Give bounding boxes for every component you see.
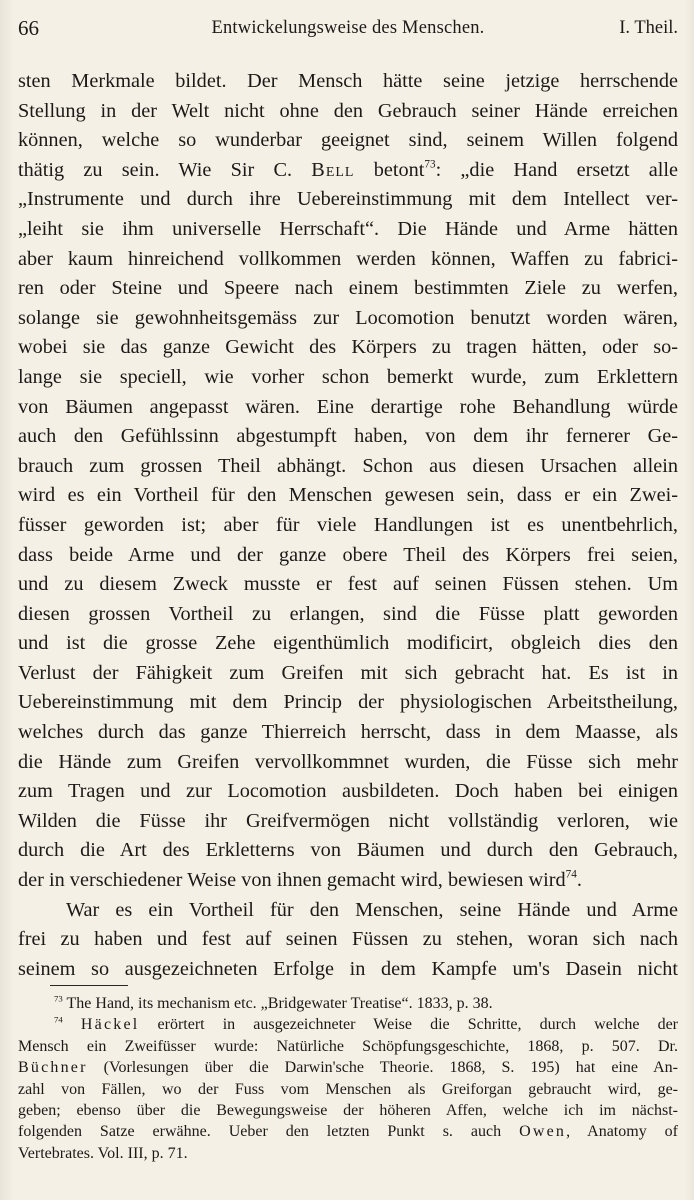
footnote-74 xyxy=(18,1014,678,1035)
author-name-bell: Bell xyxy=(311,158,355,181)
footnote-73 xyxy=(18,993,678,1014)
text-line: die Hände zum Greifen vervollkommnet wurden, die Füsse sich mehr xyxy=(18,750,678,773)
text-line: zum Tragen und zur Locomotion ausbildeten. Doch haben bei einigen xyxy=(18,780,678,803)
text-line: wobei sie das ganze Gewicht des Körpers zu tragen hätten, oder so- xyxy=(18,336,678,359)
text-line: Uebereinstimmung mit dem Princip der physiologischen Arbeitstheilung, xyxy=(18,691,678,714)
text-line: ren oder Steine und Speere nach einem bestimmten Ziele zu werfen, xyxy=(18,277,678,300)
footnote-text: The Hand, its mechanism etc. „Bridgewater Treatise“. 1833, p. 38. xyxy=(66,995,493,1012)
text-line: füsser geworden ist; aber für viele Handlungen ist es unentbehrlich, xyxy=(18,513,678,536)
running-head xyxy=(18,16,678,44)
author-name-buechner: Büchner xyxy=(18,1059,88,1077)
text-line: welches durch das ganze Thierreich herrscht, dass in dem Maasse, als xyxy=(18,721,678,744)
text-line: sten Merkmale bildet. Der Mensch hätte seine jetzige herrschende xyxy=(18,70,678,92)
section-label: I. Theil. xyxy=(619,18,678,38)
footnotes xyxy=(18,993,678,1164)
text-span: betont xyxy=(354,158,425,181)
text-span: : „die Hand ersetzt alle xyxy=(435,158,678,181)
text-line: Verlust der Fähigkeit zum Greifen mit sich gebracht hat. Es ist in xyxy=(18,661,678,684)
author-name-haeckel: Häckel xyxy=(80,1016,140,1034)
footnote-text: folgenden Satze erwähne. Ueber den letzten Punkt s. auch xyxy=(18,1123,520,1141)
text-span: thätig zu sein. Wie Sir C. xyxy=(18,158,312,181)
footnote-line xyxy=(18,1121,678,1142)
text-line xyxy=(18,866,678,896)
running-title: Entwickelungsweise des Menschen. xyxy=(211,18,485,38)
text-line: „Instrumente und durch ihre Uebereinstimmung mit dem Intellect ver- xyxy=(18,188,678,211)
page-number: 66 xyxy=(18,16,39,40)
footnote-ref-73[interactable]: 73 xyxy=(424,158,436,171)
footnote-text: erörtert in ausgezeichneter Weise die Schritte, durch welche der xyxy=(139,1016,678,1034)
footnote-text: (Vorlesungen über die Darwin'sche Theorie. 1868, S. 195) hat eine An- xyxy=(87,1059,678,1077)
text-line: auch den Gefühlssinn abgestumpft haben, von dem ihr fernerer Ge- xyxy=(18,425,678,448)
footnote-divider xyxy=(50,985,128,986)
author-name-owen: Owen xyxy=(519,1123,567,1141)
text-line: wird es ein Vortheil für den Menschen gewesen sein, dass er ein Zwei- xyxy=(18,484,678,507)
text-span: . xyxy=(576,869,582,892)
text-line: Stellung in der Welt nicht ohne den Gebrauch seiner Hände erreichen xyxy=(18,99,678,122)
footnote-text: , Anatomy of xyxy=(566,1123,678,1141)
text-line: können, welche so wunderbar geeignet sind, seinem Willen folgend xyxy=(18,129,678,152)
text-line: von Bäumen angepasst wären. Eine derartige rohe Behandlung würde xyxy=(18,395,678,418)
text-line: Wilden die Füsse ihr Greifvermögen nicht vollständig verloren, wie xyxy=(18,809,678,832)
text-line: solange sie gewohnheitsgemäss zur Locomotion benutzt worden wären, xyxy=(18,306,678,329)
footnote-line: zahl von Fällen, wo der Fuss vom Menschen als Greiforgan gebraucht wird, ge- xyxy=(18,1080,678,1098)
footnote-line: Vertebrates. Vol. III, p. 71. xyxy=(18,1144,188,1162)
footnote-mark-73: 73 xyxy=(54,993,63,1004)
text-line: durch die Art des Erkletterns von Bäumen und durch den Gebrauch, xyxy=(18,839,678,862)
main-text xyxy=(18,67,678,984)
footnote-line xyxy=(18,1057,678,1078)
footnote-ref-74[interactable]: 74 xyxy=(565,868,577,881)
paragraph-start-line: War es ein Vortheil für den Menschen, seine Hände und Arme xyxy=(66,898,678,921)
text-line: dass beide Arme und der ganze obere Theil des Körpers frei seien, xyxy=(18,543,678,566)
text-line: diesen grossen Vortheil zu erlangen, sind die Füsse platt geworden xyxy=(18,602,678,625)
text-line: „leiht sie ihm universelle Herrschaft“. Die Hände und Arme hätten xyxy=(18,217,678,240)
text-line: frei zu haben und fest auf seinen Füssen zu stehen, woran sich nach xyxy=(18,928,678,951)
footnote-line: geben; ebenso über die Bewegungsweise der höheren Affen, welche ich im nächst- xyxy=(18,1101,678,1119)
text-line: seinem so ausgezeichneten Erfolge in dem Kampfe um's Dasein nicht xyxy=(18,957,678,980)
text-line: lange sie speciell, wie vorher schon bemerkt wurde, zum Erklettern xyxy=(18,365,678,388)
text-line: brauch zum grossen Theil abhängt. Schon aus diesen Ursachen allein xyxy=(18,454,678,477)
footnote-line: Mensch ein Zweifüsser wurde: Natürliche Schöpfungsgeschichte, 1868, p. 507. Dr. xyxy=(18,1037,678,1055)
text-line: und zu diesem Zweck musste er fest auf seinen Füssen stehen. Um xyxy=(18,573,678,596)
text-line xyxy=(18,156,678,186)
footnote-mark-74: 74 xyxy=(54,1014,63,1025)
text-line: und ist die grosse Zehe eigenthümlich modificirt, obgleich dies den xyxy=(18,632,678,655)
text-span: der in verschiedener Weise von ihnen gemacht wird, bewiesen wird xyxy=(18,869,566,892)
text-line: aber kaum hinreichend vollkommen werden können, Waffen zu fabrici- xyxy=(18,247,678,270)
